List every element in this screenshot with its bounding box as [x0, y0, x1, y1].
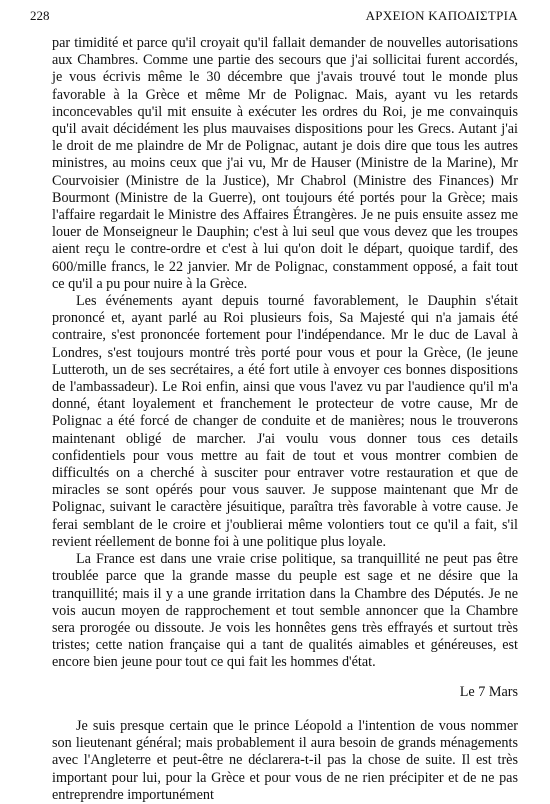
page-header — [30, 8, 518, 28]
dateline: Le 7 Mars — [459, 684, 518, 700]
paragraph: Je suis presque certain que le prince Léopold a l'intention de vous nommer son lieutenant général; mais probablement il aura besoin de grands ménagements avec l'Angleterre et peut-être ne déclarera-t-il pas la chose de suite. Il est très important pour lui, pour la Grèce et pour vous de ne rien précipiter et de ne pas entreprendre importunément — [52, 718, 518, 803]
running-head: ΑΡΧΕΙΟΝ ΚΑΠΟΔΙΣΤΡΙΑ — [365, 8, 518, 23]
page-number: 228 — [30, 8, 50, 23]
paragraph: La France est dans une vraie crise politique, sa tranquillité ne peut pas être troublée parce que la grande masse du peuple est sage et ne désire que la tranquillité; mais il y a une grande irritation dans la Chambre des Députés. Je ne vois aucun moyen de rapprochement et tout semble annoncer que la Chambre sera prorogée ou dissoute. Je vois les honnêtes gens très effrayés et surtout très tristes; cette nation française qui a tant de qualités aimables et généreuses, est encore bien jeune pour tout ce qui fait les hommes d'état. — [52, 551, 518, 671]
letter-body-part-2 — [52, 718, 518, 804]
paragraph: par timidité et parce qu'il croyait qu'il fallait demander de nouvelles autorisations aux Chambres. Comme une partie des secours que j'ai sollicitai furent accordés, je vous écrivis même le 30 décembre que j'avais trouvé tout le monde plus favorable à la Grèce et même Mr de Polignac. Mais, ayant vu les retards inconcevables qu'il mit ensuite à exécuter les ordres du Roi, je me convainquis qu'il avait décidément les plus mauvaises dispositions pour les Grecs. Autant j'ai le droit de me plaindre de Mr de Polignac, autant je dois dire que tous les autres ministres, au moins ceux que j'ai vu, Mr de Hauser (Ministre de la Marine), Mr Courvoisier (Ministre de la Justice), Mr Chabrol (Ministre des Finances) Mr Bourmont (Ministre de la Guerre), ont toujours été portés pour la Grèce; mais l'affaire regardait le Ministre des Affaires Étrangères. Je ne puis ensuite assez me louer de Monseigneur le Dauphin; c'est à lui seul que vous devez que les troupes aient reçu le contre-ordre et c'est à lui qu'on doit le départ, quoique tardif, des 600/mille francs, le 22 janvier. Mr de Polignac, constamment opposé, a fait tout ce qu'il a pu pour nuire à la Grèce. — [52, 35, 518, 292]
letter-body-part-1 — [52, 35, 518, 672]
paragraph: Les événements ayant depuis tourné favorablement, le Dauphin s'était prononcé et, ayant parlé au Roi plusieurs fois, Sa Majesté qui n'a jamais été contraire, s'est prononcée fortement pour l'indépendance. Mr le duc de Laval à Londres, s'est toujours montré très porté pour vous et pour la Grèce, (le jeune Lutteroth, un de ses secrétaires, a été fort utile à envoyer ces bonnes dispositions de l'ambassadeur). Le Roi enfin, ainsi que vous l'avez vu par l'audience qu'il m'a donné, étant loyalement et franchement le protecteur de votre cause, Mr de Polignac a été forcé de changer de conduite et de manières; nous le trouverons maintenant obligé de marcher. J'ai voulu vous donner tous ces details confidentiels pour vous mettre au fait de tout et vous montrer combien de difficultés on a cherché à susciter pour entraver votre restauration et que de miracles se sont opérés pour vous sauver. Je suppose maintenant que Mr de Polignac, suivant le caractère jésuitique, paraîtra très favorable à votre cause. Je ferai semblant de le croire et j'oublierai même volontiers tout ce qu'il a fait, s'il revient réellement de bonne foi à une politique plus loyale. — [52, 293, 518, 550]
